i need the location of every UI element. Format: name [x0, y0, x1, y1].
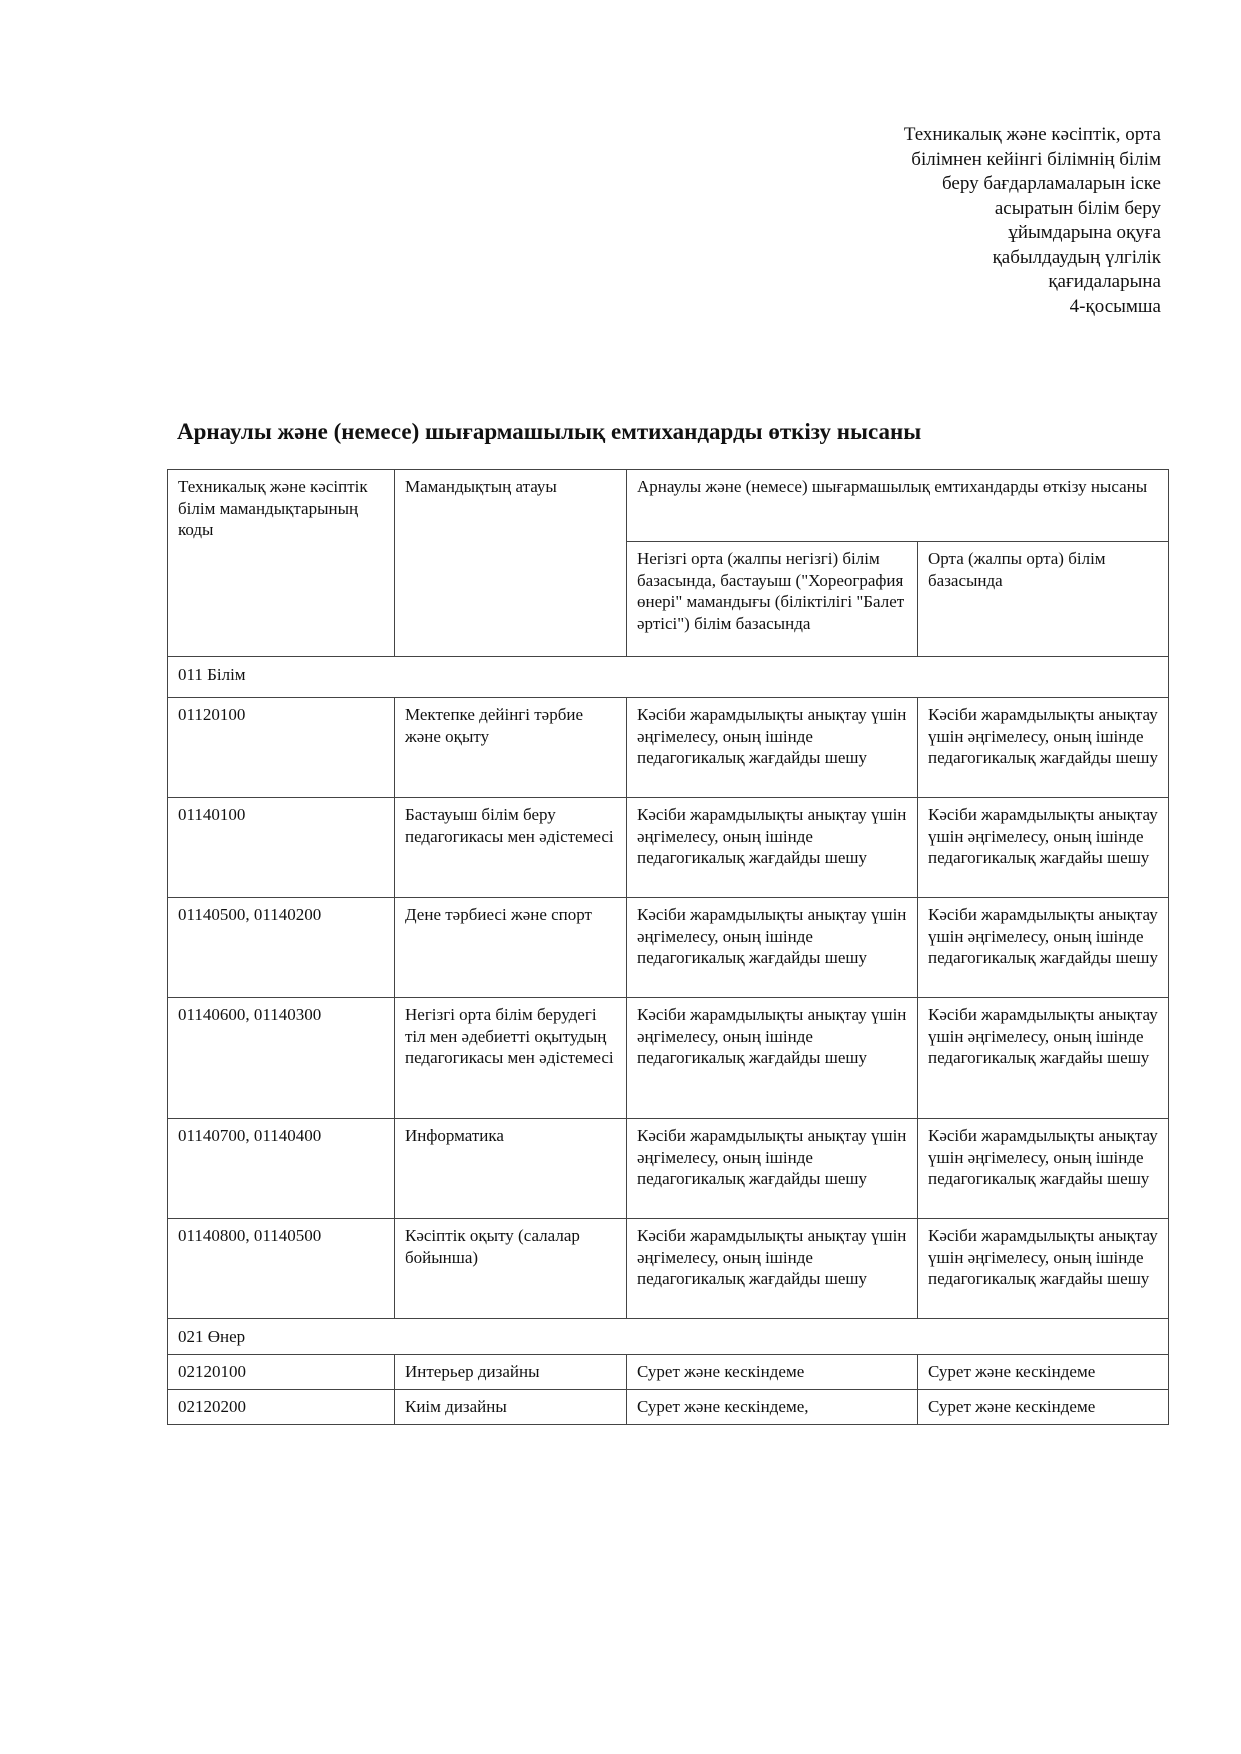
section-title: 011 Білім: [168, 657, 1169, 698]
cell-basic: Кәсіби жарамдылықты анықтау үшін әңгімелесу, оның ішінде педагогикалық жағдайды шешу: [627, 898, 918, 998]
cell-basic: Кәсіби жарамдылықты анықтау үшін әңгімелесу, оның ішінде педагогикалық жағдайды шешу: [627, 698, 918, 798]
cell-basic: Кәсіби жарамдылықты анықтау үшін әңгімелесу, оның ішінде педагогикалық жағдайды шешу: [627, 798, 918, 898]
cell-code: 01120100: [168, 698, 395, 798]
cell-general: Кәсіби жарамдылықты анықтау үшін әңгімелесу, оның ішінде педагогикалық жағдайы шешу: [918, 1119, 1169, 1219]
document-title: Арнаулы және (немесе) шығармашылық емтихандарды өткізу нысаны: [177, 419, 922, 444]
section-title: 021 Өнер: [168, 1319, 1169, 1355]
table-row: [168, 1390, 1169, 1425]
header-name: Мамандықтың атауы: [395, 470, 627, 657]
header-note-line: ұйымдарына оқуға: [1008, 222, 1161, 243]
header-note-line: Техникалық және кәсіптік, орта: [903, 124, 1161, 145]
cell-code: 01140700, 01140400: [168, 1119, 395, 1219]
header-note: [741, 123, 1161, 319]
table-row: [168, 1119, 1169, 1219]
cell-code: 01140600, 01140300: [168, 998, 395, 1119]
header-note-line: беру бағдарламаларын іске: [941, 173, 1161, 194]
cell-name: Дене тәрбиесі және спорт: [395, 898, 627, 998]
cell-general: Кәсіби жарамдылықты анықтау үшін әңгімелесу, оның ішінде педагогикалық жағдайы шешу: [918, 1219, 1169, 1319]
header-form: Арнаулы және (немесе) шығармашылық емтихандарды өткізу нысаны: [627, 470, 1169, 542]
cell-general: Кәсіби жарамдылықты анықтау үшін әңгімелесу, оның ішінде педагогикалық жағдайы шешу: [918, 798, 1169, 898]
cell-code: 01140500, 01140200: [168, 898, 395, 998]
cell-general: Кәсіби жарамдылықты анықтау үшін әңгімелесу, оның ішінде педагогикалық жағдайы шешу: [918, 998, 1169, 1119]
header-note-line: қабылдаудың үлгілік: [992, 246, 1161, 268]
cell-name: Интерьер дизайны: [395, 1355, 627, 1390]
cell-code: 01140100: [168, 798, 395, 898]
header-basic-secondary: Негізгі орта (жалпы негізгі) білім базасында, бастауыш ("Хореография өнері" мамандығы (біліктілігі "Балет әртісі") білім базасында: [627, 542, 918, 657]
cell-basic: Сурет және кескіндеме,: [627, 1390, 918, 1425]
cell-basic: Кәсіби жарамдылықты анықтау үшін әңгімелесу, оның ішінде педагогикалық жағдайды шешу: [627, 998, 918, 1119]
cell-name: Мектепке дейінгі тәрбие және оқыту: [395, 698, 627, 798]
cell-general: Сурет және кескіндеме: [918, 1355, 1169, 1390]
table-row: [168, 1355, 1169, 1390]
cell-code: 01140800, 01140500: [168, 1219, 395, 1319]
cell-name: Бастауыш білім беру педагогикасы мен әдістемесі: [395, 798, 627, 898]
cell-general: Кәсіби жарамдылықты анықтау үшін әңгімелесу, оның ішінде педагогикалық жағдайды шешу: [918, 698, 1169, 798]
cell-basic: Кәсіби жарамдылықты анықтау үшін әңгімелесу, оның ішінде педагогикалық жағдайды шешу: [627, 1219, 918, 1319]
exam-forms-table: [167, 469, 1169, 1425]
header-note-line: 4-қосымша: [1069, 295, 1161, 317]
cell-code: 02120200: [168, 1390, 395, 1425]
cell-general: Сурет және кескіндеме: [918, 1390, 1169, 1425]
cell-name: Кәсіптік оқыту (салалар бойынша): [395, 1219, 627, 1319]
header-note-line: білімнен кейінгі білімнің білім: [911, 148, 1161, 170]
header-note-line: асыратын білім беру: [994, 197, 1161, 219]
cell-name: Информатика: [395, 1119, 627, 1219]
table-row: [168, 998, 1169, 1119]
header-general-secondary: Орта (жалпы орта) білім базасында: [918, 542, 1169, 657]
header-note-line: қағидаларына: [1048, 271, 1161, 292]
cell-general: Кәсіби жарамдылықты анықтау үшін әңгімелесу, оның ішінде педагогикалық жағдайды шешу: [918, 898, 1169, 998]
table-header-row: [168, 470, 1169, 542]
table-row: [168, 898, 1169, 998]
table-row: [168, 698, 1169, 798]
cell-name: Негізгі орта білім берудегі тіл мен әдебиетті оқытудың педагогикасы мен әдістемесі: [395, 998, 627, 1119]
cell-basic: Сурет және кескіндеме: [627, 1355, 918, 1390]
table-row: [168, 798, 1169, 898]
section-row: [168, 1319, 1169, 1355]
section-row: [168, 657, 1169, 698]
cell-name: Киім дизайны: [395, 1390, 627, 1425]
table-row: [168, 1219, 1169, 1319]
header-code: Техникалық және кәсіптік білім мамандықтарының коды: [168, 470, 395, 657]
cell-code: 02120100: [168, 1355, 395, 1390]
cell-basic: Кәсіби жарамдылықты анықтау үшін әңгімелесу, оның ішінде педагогикалық жағдайды шешу: [627, 1119, 918, 1219]
